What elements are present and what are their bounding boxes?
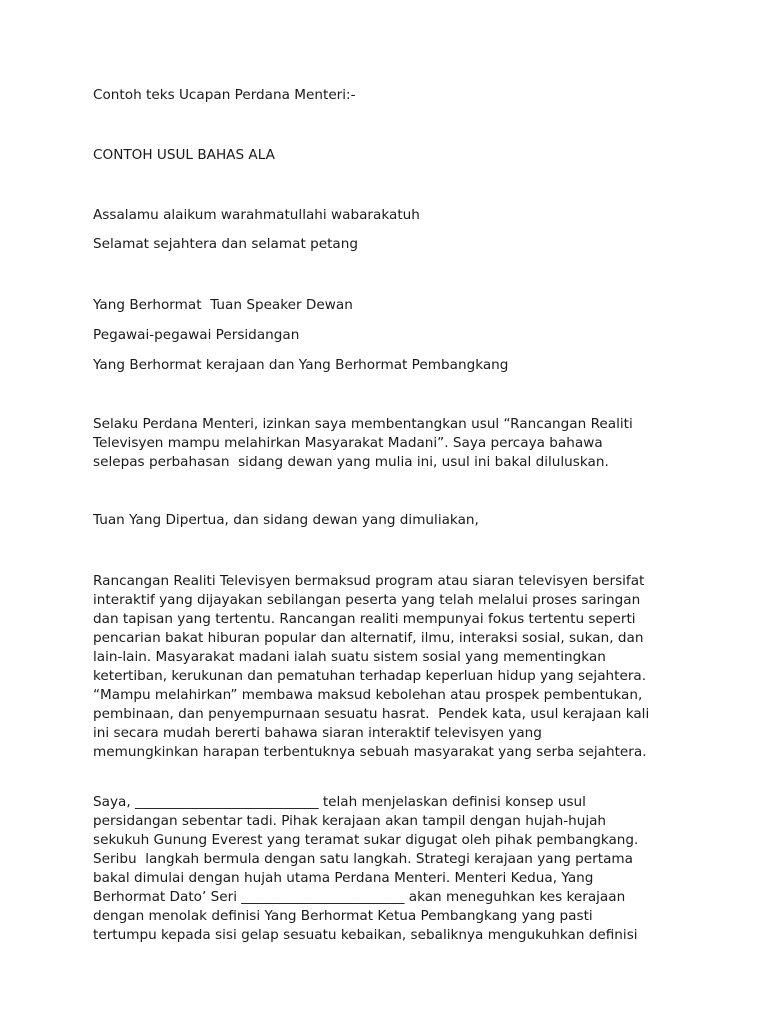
paragraph-line: Selaku Perdana Menteri, izinkan saya membentangkan usul “Rancangan Realiti [93,416,633,432]
paragraph-line: persidangan sebentar tadi. Pihak kerajaan akan tampil dengan hujah-hujah [93,813,607,829]
paragraph-line: interaktif yang dijayakan sebilangan peserta yang telah melalui proses saringan [93,592,641,608]
paragraph-closing [93,793,683,945]
document-title-line: Contoh teks Ucapan Perdana Menteri:- [93,87,356,103]
address-officers: Pegawai-pegawai Persidangan [93,327,300,343]
paragraph-line: pembinaan, dan penyempurnaan sesuatu hasrat. Pendek kata, usul kerajaan kali [93,706,650,722]
address-members: Yang Berhormat kerajaan dan Yang Berhormat Pembangkang [93,357,509,373]
paragraph-line: selepas perbahasan sidang dewan yang mulia ini, usul ini bakal diluluskan. [93,454,609,470]
address-chair: Tuan Yang Dipertua, dan sidang dewan yang dimuliakan, [93,512,479,528]
paragraph-line: dengan menolak definisi Yang Berhormat Ketua Pembangkang yang pasti [93,908,593,924]
address-speaker: Yang Berhormat Tuan Speaker Dewan [93,297,353,313]
paragraph-line: lain-lain. Masyarakat madani ialah suatu sistem sosial yang mementingkan [93,649,606,665]
greeting-salam: Assalamu alaikum warahmatullahi wabarakatuh [93,207,420,223]
paragraph-line: memungkinkan harapan terbentuknya sebuah masyarakat yang serba sejahtera. [93,744,647,760]
paragraph-line: pencarian bakat hiburan popular dan alternatif, ilmu, interaksi sosial, sukan, dan [93,630,644,646]
paragraph-line: ketertiban, kerukunan dan pematuhan terhadap keperluan hidup yang sejahtera. [93,668,647,684]
paragraph-line: dan tapisan yang tertentu. Rancangan realiti mempunyai fokus tertentu seperti [93,611,636,627]
motion-heading: CONTOH USUL BAHAS ALA [93,147,275,163]
paragraph-line: sekukuh Gunung Everest yang teramat sukar digugat oleh pihak pembangkang. [93,832,639,848]
paragraph-line: Televisyen mampu melahirkan Masyarakat Madani”. Saya percaya bahawa [93,435,603,451]
paragraph-line: Seribu langkah bermula dengan satu langkah. Strategi kerajaan yang pertama [93,851,633,867]
paragraph-line: Saya, ___________________________ telah menjelaskan definisi konsep usul [93,794,586,810]
paragraph-line: Berhormat Dato’ Seri ________________________ akan meneguhkan kes kerajaan [93,889,626,905]
paragraph-intro [93,415,683,472]
paragraph-line: bakal dimulai dengan hujah utama Perdana Menteri. Menteri Kedua, Yang [93,870,594,886]
greeting-selamat: Selamat sejahtera dan selamat petang [93,236,358,252]
paragraph-line: “Mampu melahirkan” membawa maksud kebolehan atau prospek pembentukan, [93,687,643,703]
paragraph-line: tertumpu kepada sisi gelap sesuatu kebaikan, sebaliknya mengukuhkan definisi [93,927,638,943]
paragraph-definition [93,572,683,762]
paragraph-line: Rancangan Realiti Televisyen bermaksud program atau siaran televisyen bersifat [93,573,645,589]
paragraph-line: ini secara mudah bererti bahawa siaran interaktif televisyen yang [93,725,542,741]
